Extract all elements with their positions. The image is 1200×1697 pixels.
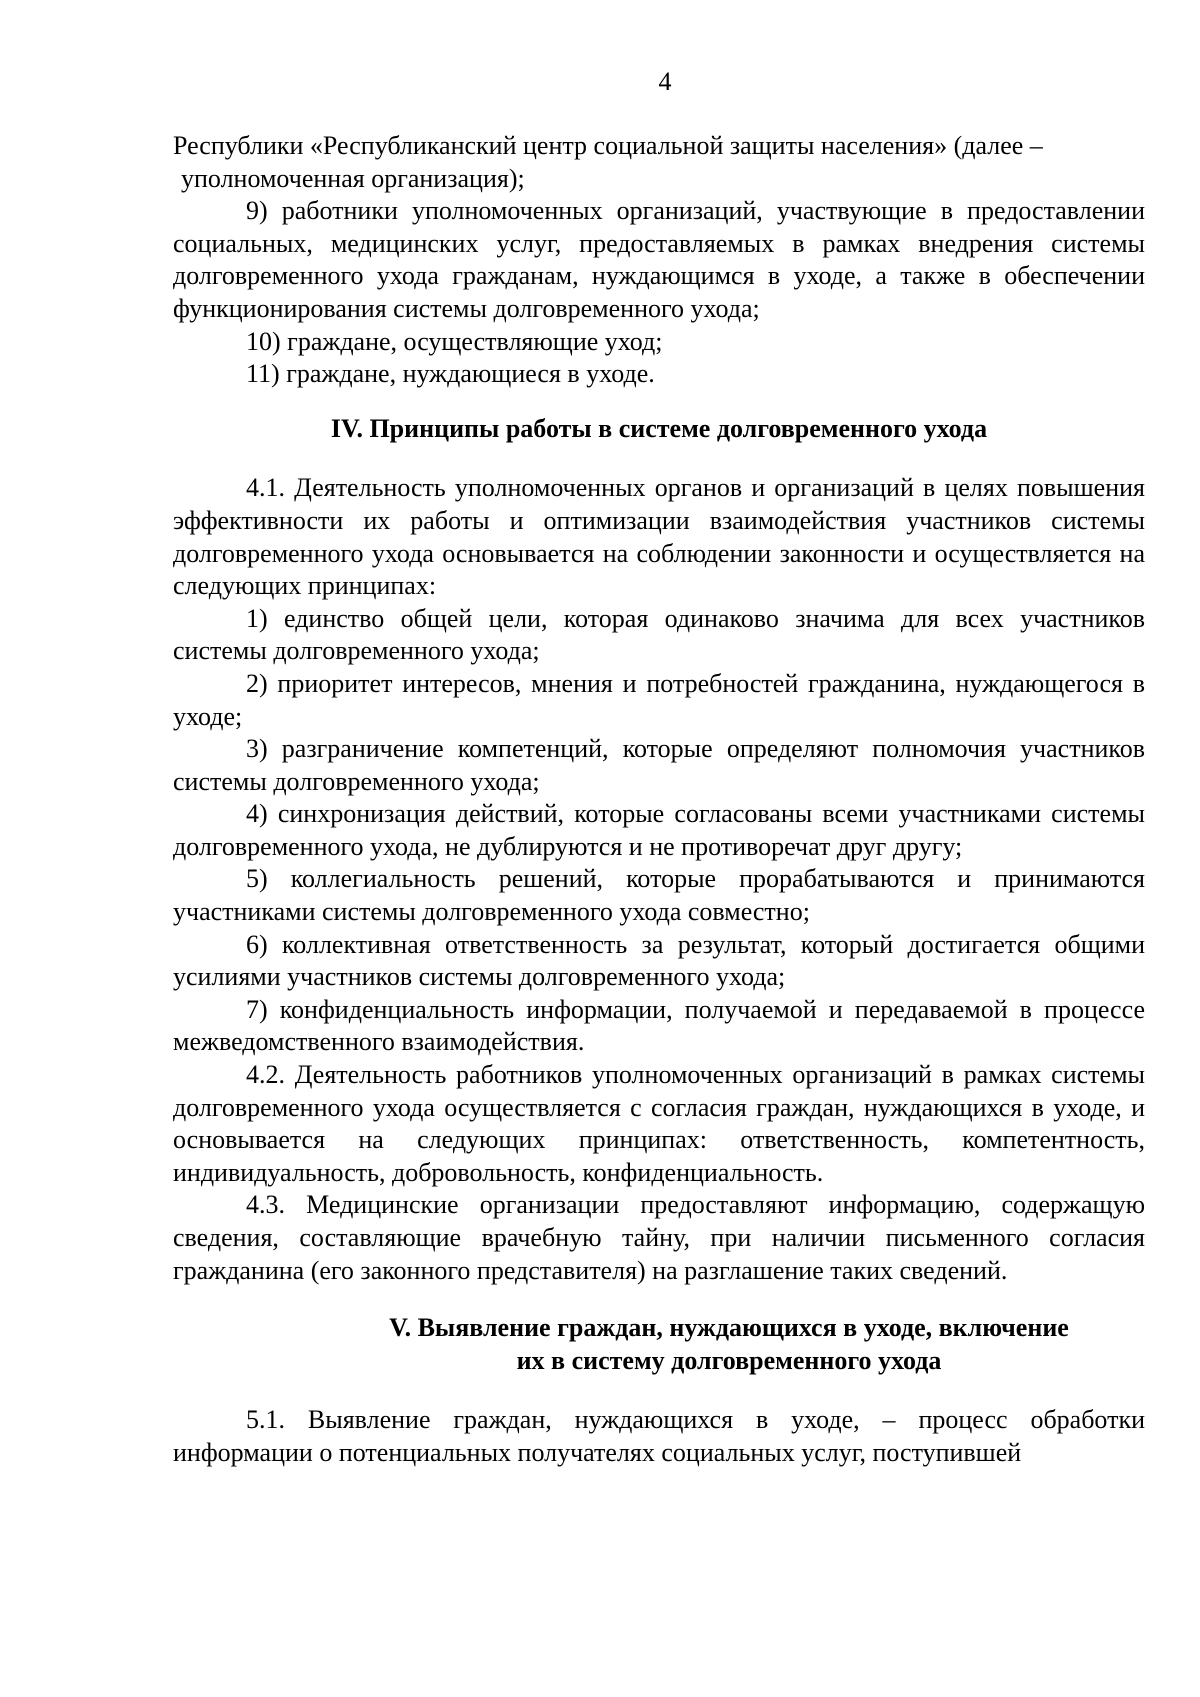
intro-line-2: уполномоченная организация); bbox=[181, 163, 525, 193]
principle-5: 5) коллегиальность решений, которые прорабатываются и принимаются участниками системы долговременного ухода совместно; bbox=[173, 864, 1145, 927]
paragraph-4-1: 4.1. Деятельность уполномоченных органов и организаций в целях повышения эффективности их работы и оптимизации взаимодействия участников системы долговременного ухода основывается на соблюдении законности и осуществляется на следующих принципах: bbox=[173, 473, 1145, 601]
paragraph-4-3: 4.3. Медицинские организации предоставляют информацию, содержащую сведения, составляющие врачебную тайну, при наличии письменного согласия гражданина (его законного представителя) на разглашение таких сведений. bbox=[173, 1190, 1145, 1285]
principle-6: 6) коллективная ответственность за результат, который достигается общими усилиями участников системы долговременного ухода; bbox=[173, 929, 1145, 992]
principle-3: 3) разграничение компетенций, которые определяют полномочия участников системы долговременного ухода; bbox=[173, 734, 1145, 796]
list-item-10: 10) граждане, осуществляющие уход; bbox=[246, 326, 663, 356]
paragraph-5-1: 5.1. Выявление граждан, нуждающихся в уходе, – процесс обработки информации о потенциальных получателях социальных услуг, поступившей bbox=[173, 1405, 1145, 1467]
section-5-heading-line-2: их в систему долговременного ухода bbox=[516, 1345, 942, 1375]
section-5-heading bbox=[173, 1312, 1145, 1377]
intro-line-1: Республики «Республиканский центр социальной защиты населения» (далее – bbox=[173, 131, 1043, 160]
page-number: 4 bbox=[658, 67, 672, 96]
paragraph-4-2: 4.2. Деятельность работников уполномоченных организаций в рамках системы долговременного ухода осуществляется с согласия граждан, нуждающихся в уходе, и основывается на следующих принципах: ответственность, компетентность, индивидуальность, добровольность, конфиденциальность. bbox=[173, 1060, 1145, 1187]
list-item-9: 9) работники уполномоченных организаций, участвующие в предоставлении социальных, медицинских услуг, предоставляемых в рамках внедрения системы долговременного ухода гражданам, нуждающимся в уходе, а также в обеспечении функционирования системы долговременного ухода; bbox=[173, 196, 1145, 323]
document-body bbox=[173, 130, 1145, 1470]
principle-1: 1) единство общей цели, которая одинаково значима для всех участников системы долговременного ухода; bbox=[173, 603, 1145, 666]
principle-4: 4) синхронизация действий, которые согласованы всеми участниками системы долговременного ухода, не дублируются и не противоречат друг другу; bbox=[173, 799, 1145, 861]
section-5-heading-line-1: V. Выявление граждан, нуждающихся в уходе, включение bbox=[389, 1313, 1069, 1343]
list-item-11: 11) граждане, нуждающиеся в уходе. bbox=[246, 359, 655, 389]
principle-7: 7) конфиденциальность информации, получаемой и передаваемой в процессе межведомственного взаимодействия. bbox=[173, 994, 1145, 1057]
section-4-heading: IV. Принципы работы в системе долговременного ухода bbox=[330, 413, 988, 443]
principle-2: 2) приоритет интересов, мнения и потребностей гражданина, нуждающегося в уходе; bbox=[173, 668, 1145, 731]
